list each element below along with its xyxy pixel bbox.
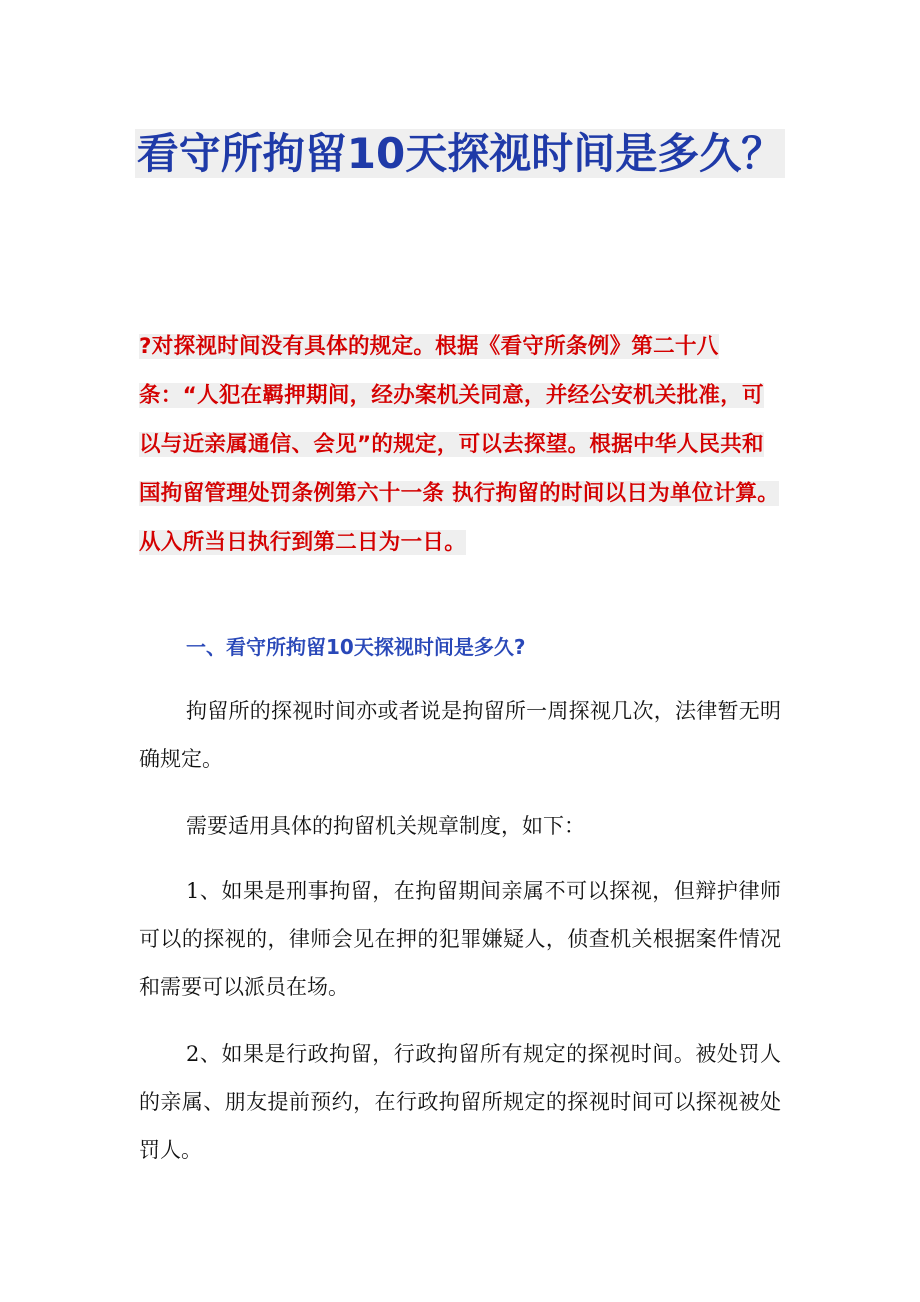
summary-text: ?对探视时间没有具体的规定。根据《看守所条例》第二十八条：“人犯在羁押期间，经办案机关同意，并经公安机关批准，可以与近亲属通信、会见”的规定，可以去探望。根据中华人民共和国拘留管理处罚条例第六十一条 执行拘留的时间以日为单位计算。从入所当日执行到第二日为一日。 (139, 334, 779, 555)
body-paragraph-4: 2、如果是行政拘留，行政拘留所有规定的探视时间。被处罚人的亲属、朋友提前预约，在行政拘留所规定的探视时间可以探视被处罚人。 (139, 1042, 781, 1162)
summary-paragraph (139, 322, 781, 567)
section-heading: 一、看守所拘留10天探视时间是多久? (186, 635, 526, 659)
body-paragraph-1: 拘留所的探视时间亦或者说是拘留所一周探视几次，法律暂无明确规定。 (139, 699, 781, 771)
document-title-text: 看守所拘留10天探视时间是多久？ (136, 129, 784, 178)
document-title (100, 118, 820, 190)
body-paragraph-2: 需要适用具体的拘留机关规章制度，如下： (186, 814, 585, 838)
body-paragraph-3: 1、如果是刑事拘留，在拘留期间亲属不可以探视，但辩护律师可以的探视的，律师会见在押的犯罪嫌疑人，侦查机关根据案件情况和需要可以派员在场。 (139, 879, 781, 999)
